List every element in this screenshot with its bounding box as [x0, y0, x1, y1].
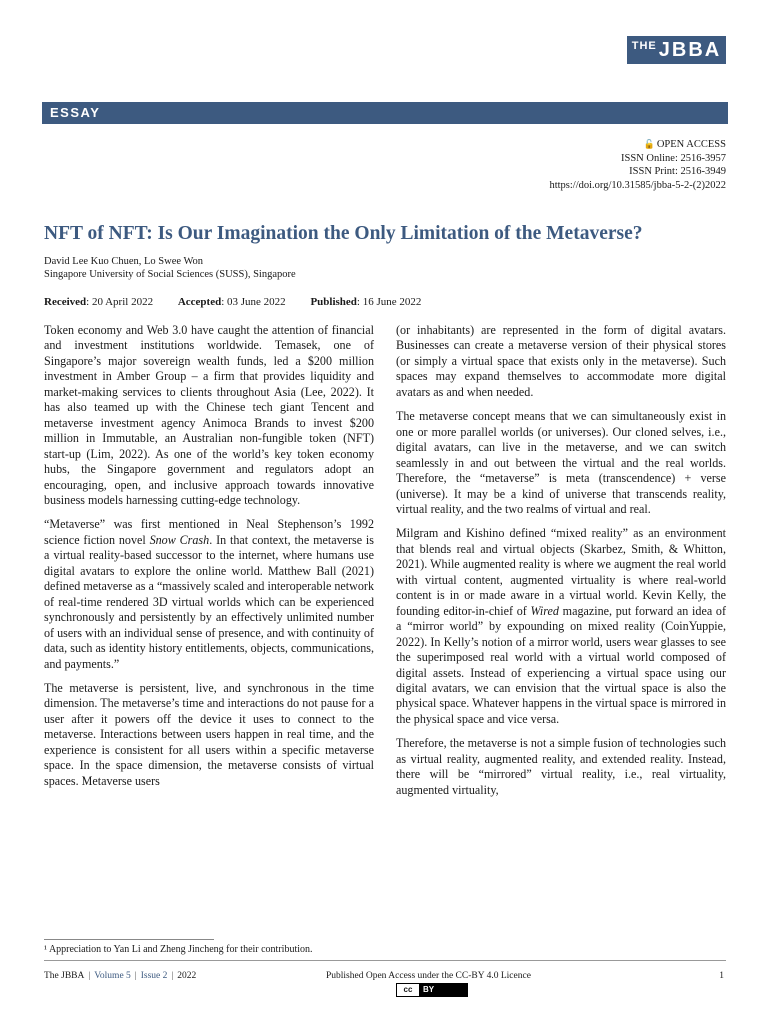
- cc-by-badge[interactable]: [396, 983, 468, 997]
- lock-icon: 🔓: [643, 139, 655, 149]
- paragraph: Therefore, the metaverse is not a simple fusion of technologies such as virtual reality, augmented reality, and extended reality. Instead, there will be “mirrored” virtual reality, i.e., real virtuality, augmented virtuality,: [396, 736, 726, 797]
- article-title: NFT of NFT: Is Our Imagination the Only Limitation of the Metaverse?: [44, 223, 643, 244]
- footer-issue: Issue 2: [140, 971, 168, 981]
- logo-the: THE: [631, 40, 657, 52]
- published-label: Published: [310, 296, 357, 308]
- section-label: ESSAY: [42, 102, 728, 124]
- open-access-line: [549, 138, 726, 152]
- logo-jbba: JBBA: [658, 38, 722, 61]
- by-label: BY: [419, 984, 467, 996]
- received-date: : 20 April 2022: [86, 296, 154, 308]
- footer-year: 2022: [177, 971, 197, 981]
- paragraph: Milgram and Kishino defined “mixed reality” as an environment that blends real and virtual objects (Skarbez, Smith, & Whitton, 2021). While augmented reality is where we augment the real world with virtual content, augmented virtuality is where real-world content is in or made aware in a virtual world. Kevin Kelly, the founding editor-in-chief of Wired magazine, put forward an idea of a “mirror world” by expounding on mixed reality (CoinYuppie, 2022). In Kelly’s notion of a mirror world, users wear glasses to see the superimposed real world with a virtual world composed of digital assets. Instead of experiencing a virtual space using our digital avatars, we can envision that the virtual space is also the physical space. Whatever happens in the virtual space is mirrored in the physical space and vice versa.: [396, 526, 726, 726]
- cc-icon: cc: [397, 984, 419, 996]
- doi-link[interactable]: https://doi.org/10.31585/jbba-5-2-(2)2022: [549, 179, 726, 191]
- paragraph: The metaverse concept means that we can simultaneously exist in one or more parallel worlds (or universes). Our cloned selves, i.e., digital avatars, can live in the metaverse, and we can switch seamlessly in and out between the virtual and the real worlds. Therefore, the “metaverse” is meta (transcendence) + verse (universe). It may be a kind of universe that transcends reality, virtual reality, and the two realms of virtual and real.: [396, 409, 726, 516]
- issn-print: ISSN Print: 2516-3949: [629, 166, 726, 177]
- footer-volume: Volume 5: [94, 971, 131, 981]
- right-column: [396, 323, 726, 807]
- footnote-divider: [44, 939, 214, 940]
- accepted-label: Accepted: [177, 296, 222, 308]
- authors: David Lee Kuo Chuen, Lo Swee Won: [44, 256, 204, 267]
- accepted-date: : 03 June 2022: [221, 296, 286, 308]
- page-number: 1: [719, 971, 724, 981]
- affiliation: Singapore University of Social Sciences (SUSS), Singapore: [44, 269, 296, 280]
- article-dates: [44, 296, 443, 308]
- author-block: [44, 255, 296, 281]
- article-meta: [549, 138, 726, 192]
- footer-citation: The JBBA | Volume 5 | Issue 2 | 2022: [44, 971, 197, 981]
- footer-divider: [44, 960, 726, 961]
- received-label: Received: [44, 296, 87, 308]
- paragraph: The metaverse is persistent, live, and synchronous in the time dimension. The metaverse’s time and interactions do not pause for a user after it powers off the device it uses to connect to the metaverse. Interactions between users happen in real time, and the experience is consistent for all users within a specific metaverse space. In the space dimension, the metaverse consists of virtual spaces. Metaverse users: [44, 680, 374, 788]
- open-access-label: OPEN ACCESS: [656, 139, 726, 150]
- issn-online: ISSN Online: 2516-3957: [621, 152, 726, 164]
- paragraph: Token economy and Web 3.0 have caught the attention of financial and investment institutions worldwide. Temasek, one of Singapore’s major sovereign wealth funds, led a $200 million investment in Amber Group – a firm that provides liquidity and market-making services to clients throughout Asia (Lee, 2022). It has also teamed up with the Chinese tech giant Tencent and metaverse investment agency Animoca Brands to invest $200 million in Immutable, an Australian non-fungible token (NFT) start-up (Lim, 2022). As one of the world’s key token economy hubs, the Singapore government and regulators adopt an encouraging, open, and inclusive approach towards innovative business models harnessing cutting-edge technology.: [44, 323, 374, 507]
- paragraph: “Metaverse” was first mentioned in Neal Stephenson’s 1992 science fiction novel Snow Crash. In that context, the metaverse is a virtual reality-based successor to the internet, where humans use digital avatars to explore the online world. Matthew Ball (2021) defined metaverse as a “massively scaled and interoperable network of real-time rendered 3D virtual worlds which can be experienced synchronously and persistently by an effectively unlimited number of users with an individual sense of presence, and with continuity of data, such as identity history entitlements, objects, communications, and payments.”: [44, 517, 374, 671]
- left-column: [44, 323, 374, 798]
- published-date: : 16 June 2022: [356, 296, 422, 308]
- footer-licence: Published Open Access under the CC-BY 4.0 Licence: [326, 971, 531, 981]
- footer-journal: The JBBA: [44, 971, 85, 981]
- jbba-logo: [627, 36, 726, 64]
- paragraph: (or inhabitants) are represented in the form of digital avatars. Businesses can create a metaverse version of their physical stores (or simply a virtual space that exists only in the metaverse). Such spaces may expand themselves to accommodate more digital avatars as and when needed.: [396, 323, 726, 399]
- footnote: ¹ Appreciation to Yan Li and Zheng Jincheng for their contribution.: [44, 944, 313, 955]
